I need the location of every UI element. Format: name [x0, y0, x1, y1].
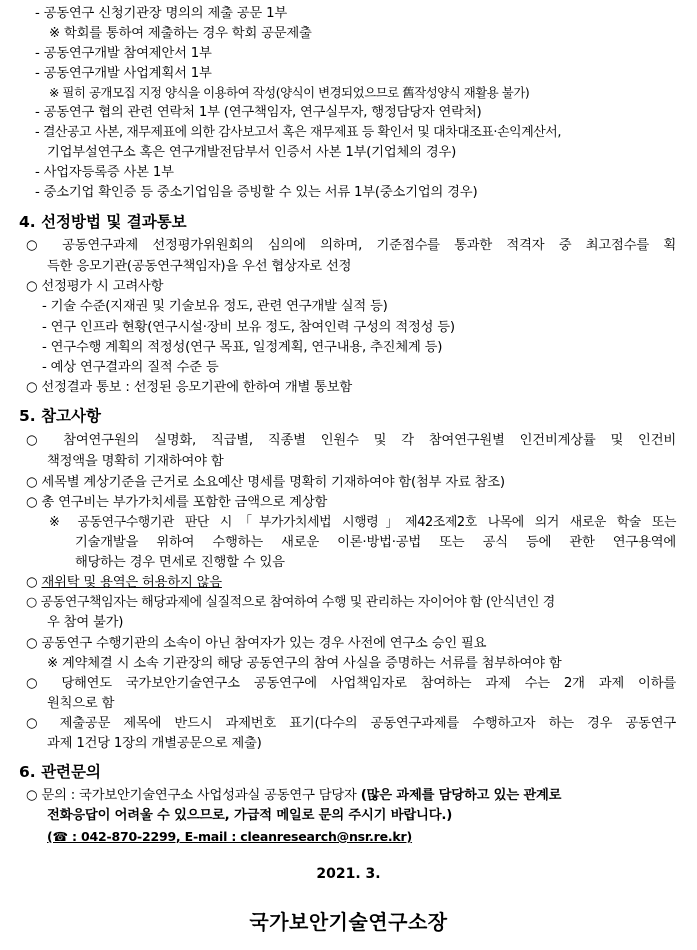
sec4-criteria-tech: - 기술 수준(지재권 및 기술보유 정도, 관련 연구개발 실적 등) — [42, 299, 388, 314]
sec4-criteria-quality: - 예상 연구결과의 질적 수준 등 — [42, 360, 219, 375]
sec6-inquiry-notice: (많은 과제를 담당하고 있는 관계로 — [360, 788, 562, 803]
sec5-external-participant-note: ※ 계약체결 시 소속 기관장의 해당 공동연구의 참여 사실을 증명하는 서류를 첨부하여야 함 — [47, 656, 562, 671]
sec6-contact-info: (☎ : 042-870-2299, E-mail : cleanresearch@nsr.re.kr) — [47, 829, 413, 844]
issuer-signature: 국가보안기술연구소장 — [249, 910, 448, 934]
sec5-principal-investigator: ○ 공동연구책임자는 해당과제에 실질적으로 참여하여 수행 및 관리하는 자이어야 함 (안식년인 경 — [26, 595, 555, 610]
sec5-vat-note-cont2: 해당하는 경우 면세로 진행할 수 있음 — [75, 555, 285, 570]
sec5-personnel-cont: 책정액을 명확히 기재하여야 함 — [47, 454, 224, 469]
bullet: ○ — [26, 575, 42, 590]
sec6-inquiry — [26, 786, 561, 806]
sec4-result-notice: ○ 선정결과 통보 : 선정된 응모기관에 한하여 개별 통보함 — [26, 380, 353, 395]
doc-item-official-letter: - 공동연구 신청기관장 명의의 제출 공문 1부 — [35, 6, 287, 21]
doc-item-business-registration: - 사업자등록증 사본 1부 — [35, 165, 174, 180]
sec5-subcontract-text: 재위탁 및 용역은 허용하지 않음 — [41, 575, 222, 590]
doc-item-financials: - 결산공고 사본, 재무제표에 의한 감사보고서 혹은 재무제표 등 확인서 및 대차대조표·손익계산서, — [35, 125, 562, 140]
sec4-selection-method-cont: 득한 응모기관(공동연구책임자)을 우선 협상자로 선정 — [47, 259, 352, 274]
sec5-subcontract — [26, 573, 222, 593]
sec5-project-limit: ○ 당해연도 국가보안기술연구소 공동연구에 사업책임자로 참여하는 과제 수는 2개 과제 이하를 — [26, 676, 676, 691]
sec5-letter-title: ○ 제출공문 제목에 반드시 과제번호 표기(다수의 공동연구과제를 수행하고자 하는 경우 공동연구 — [26, 716, 676, 731]
sec6-inquiry-notice-cont: 전화응답이 어려울 수 있으므로, 가급적 메일로 문의 주시기 바랍니다.) — [47, 808, 453, 823]
sec5-letter-title-cont: 과제 1건당 1장의 개별공문으로 제출) — [47, 736, 262, 751]
doc-item-sme-certificate: - 중소기업 확인증 등 중소기업임을 증빙할 수 있는 서류 1부(중소기업의 경우) — [35, 185, 478, 200]
sec4-criteria-infra: - 연구 인프라 현황(연구시설·장비 보유 정도, 참여인력 구성의 적정성 등) — [42, 320, 455, 335]
sec5-project-limit-cont: 원칙으로 함 — [47, 696, 115, 711]
doc-note-society: ※ 학회를 통하여 제출하는 경우 학회 공문제출 — [49, 26, 312, 41]
section-6-heading: 6. 관련문의 — [19, 763, 101, 781]
sec6-inquiry-contact: ○ 문의 : 국가보안기술연구소 사업성과실 공동연구 담당자 — [26, 788, 361, 803]
sec5-vat-note: ※ 공동연구수행기관 판단 시「부가가치세법 시행령」제42조제2호 나목에 의거 새로운 학술 또는 — [49, 515, 676, 530]
sec4-criteria-title: ○ 선정평가 시 고려사항 — [26, 279, 164, 294]
sec5-vat-note-cont: 기술개발을 위하여 수행하는 새로운 이론·방법·공법 또는 공식 등에 관한 연구용역에 — [75, 535, 676, 550]
section-5-heading: 5. 참고사항 — [19, 407, 101, 425]
sec5-personnel: ○ 참여연구원의 실명화, 직급별, 직종별 인원수 및 각 참여연구원별 인건비계상률 및 인건비 — [26, 433, 676, 448]
document-date: 2021. 3. — [316, 866, 381, 882]
sec4-selection-method: ○ 공동연구과제 선정평가위원회의 심의에 의하며, 기준점수를 통과한 적격자 중 최고점수를 획 — [26, 238, 676, 253]
doc-note-template: ※ 필히 공개모집 지정 양식을 이용하여 작성(양식이 변경되었으므로 舊작성양식 재활용 불가) — [49, 85, 530, 100]
doc-item-financials-cont: 기업부설연구소 혹은 연구개발전담부서 인증서 사본 1부(기업체의 경우) — [47, 145, 457, 160]
doc-item-proposal: - 공동연구개발 참여제안서 1부 — [35, 46, 212, 61]
sec5-principal-investigator-cont: 우 참여 불가) — [47, 615, 124, 630]
sec5-budget: ○ 세목별 계상기준을 근거로 소요예산 명세를 명확히 기재하여야 함(첨부 자료 참조) — [26, 475, 505, 490]
sec4-criteria-plan: - 연구수행 계획의 적정성(연구 목표, 일정계획, 연구내용, 추진체계 등) — [42, 340, 443, 355]
doc-item-business-plan: - 공동연구개발 사업계획서 1부 — [35, 66, 212, 81]
sec5-vat: ○ 총 연구비는 부가가치세를 포함한 금액으로 계상함 — [26, 495, 328, 510]
doc-item-contacts: - 공동연구 협의 관련 연락처 1부 (연구책임자, 연구실무자, 행정담당자 연락처) — [35, 105, 482, 120]
sec5-external-participant: ○ 공동연구 수행기관의 소속이 아닌 참여자가 있는 경우 사전에 연구소 승인 필요 — [26, 636, 487, 651]
section-4-heading: 4. 선정방법 및 결과통보 — [19, 213, 187, 231]
